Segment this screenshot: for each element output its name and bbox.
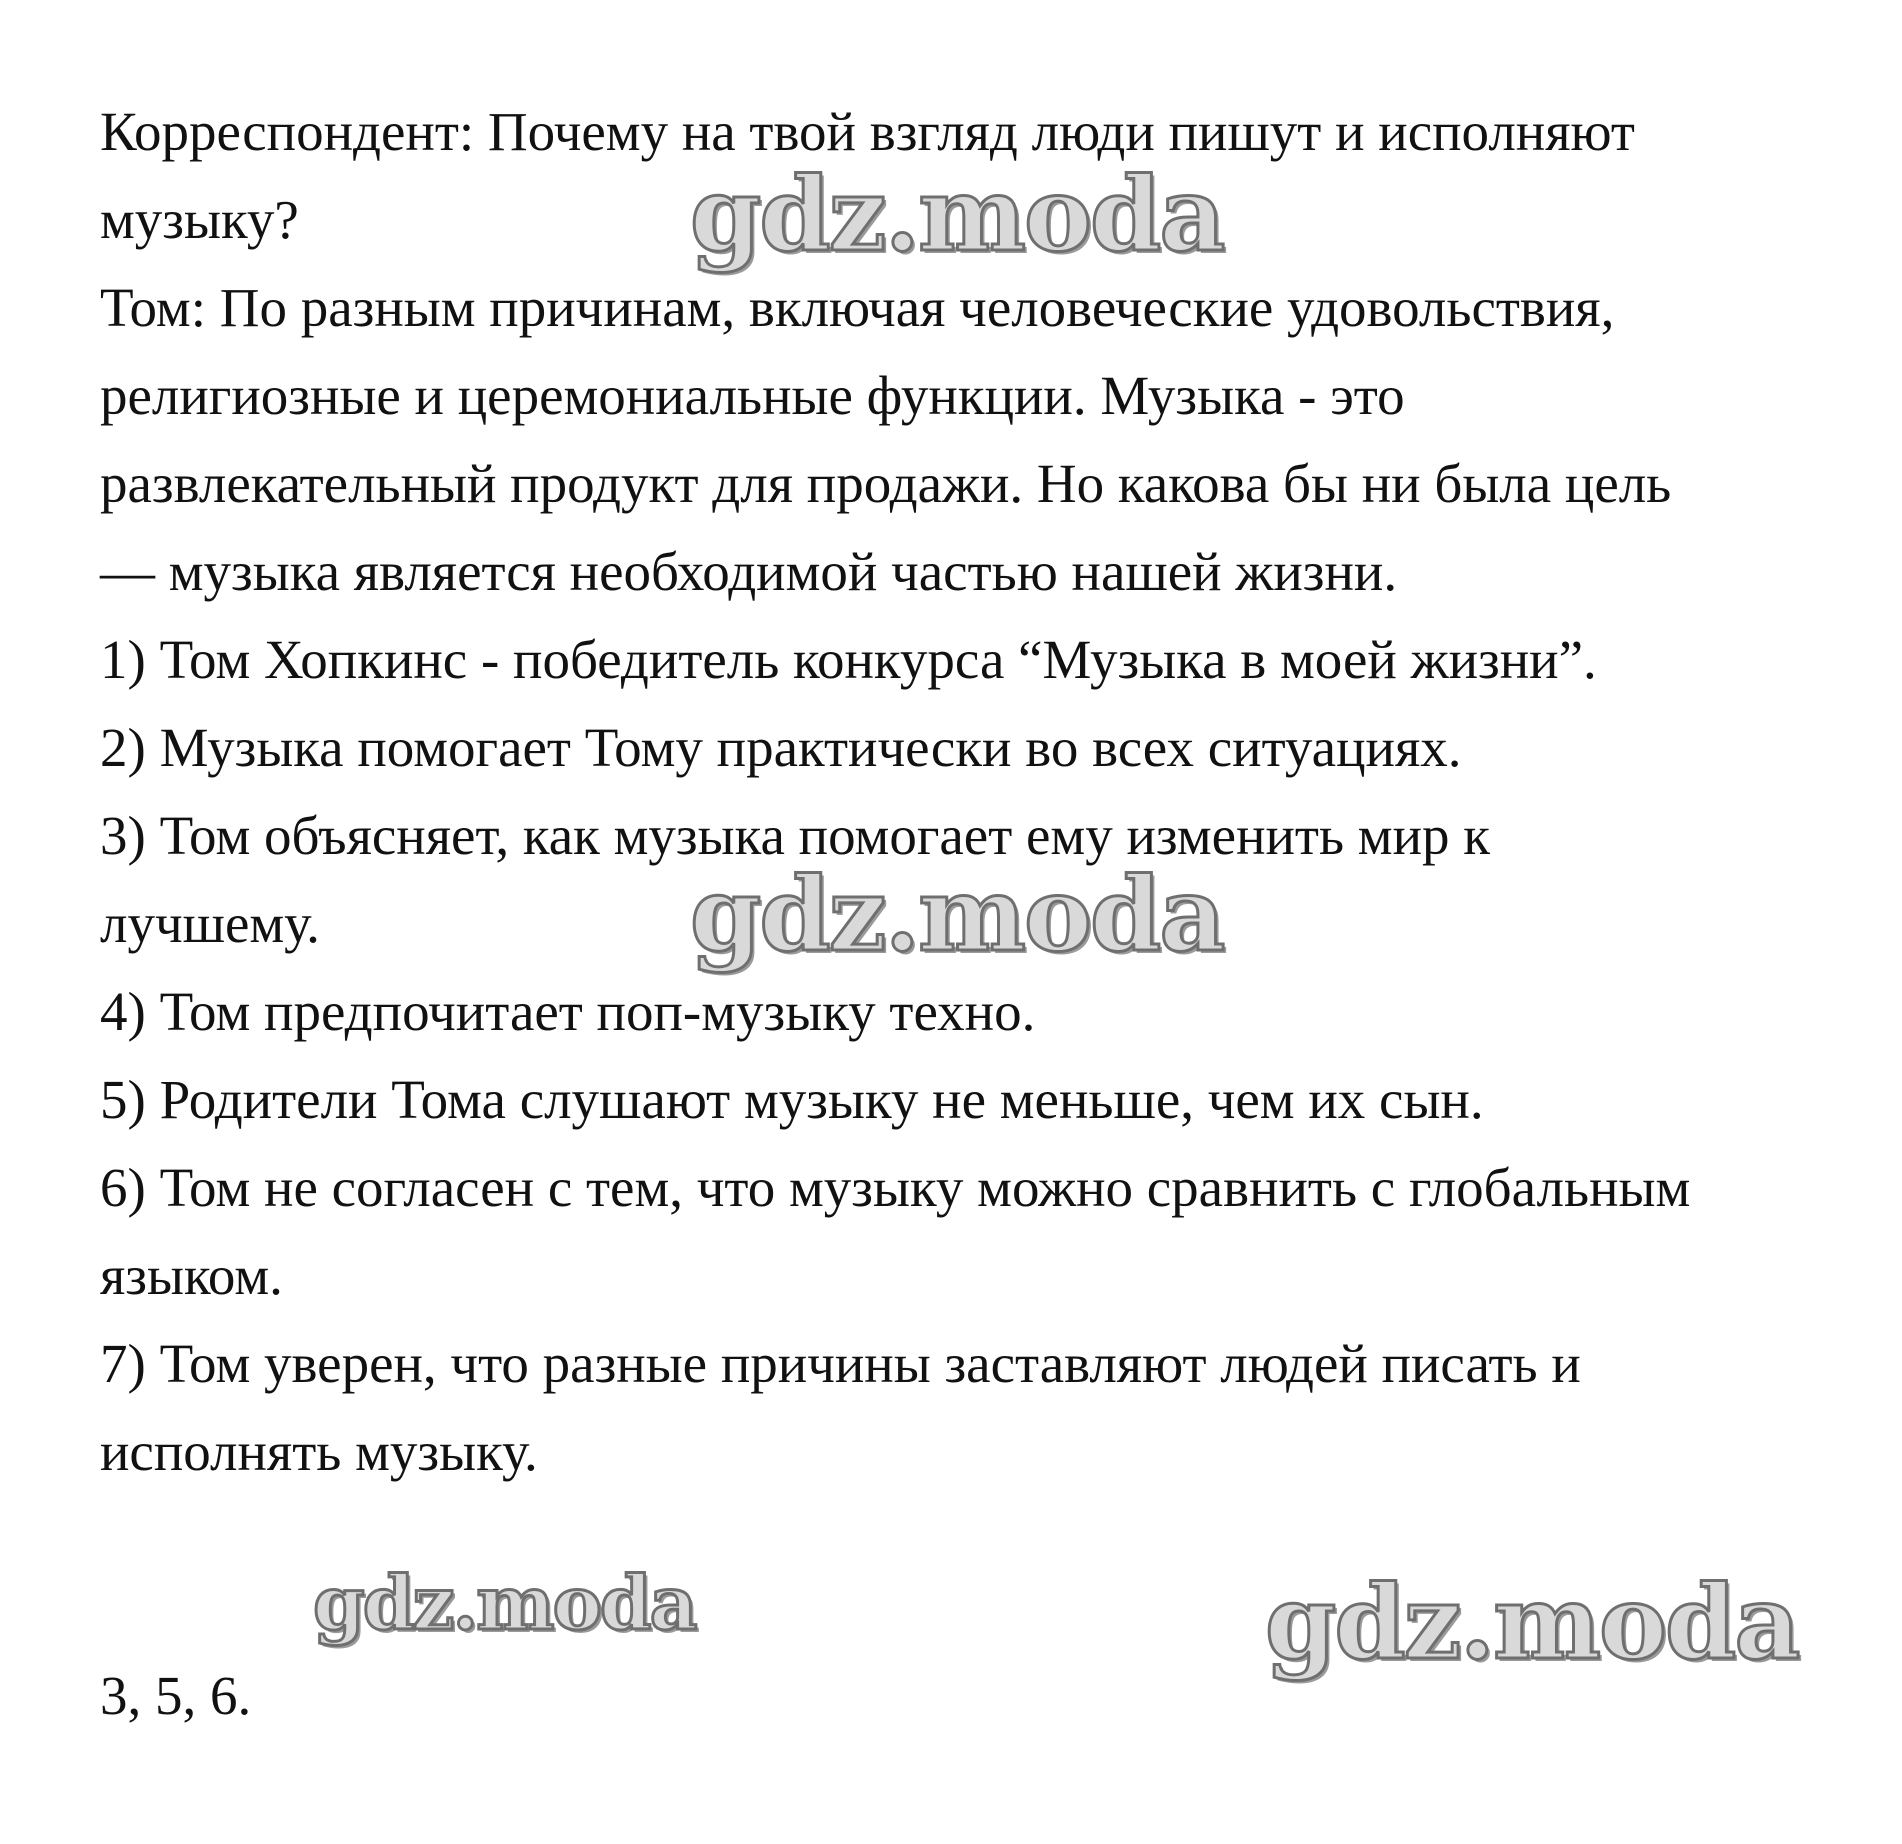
statement-6-continued: языком.: [100, 1245, 283, 1306]
watermark-logo: gdz.moda: [690, 855, 1224, 975]
watermark-logo: gdz.moda: [313, 1561, 696, 1647]
watermark-logo: gdz.moda: [690, 155, 1224, 275]
statement-1: 1) Том Хопкинс - победитель конкурса “Музыка в моей жизни”.: [100, 629, 1597, 690]
statement-2: 2) Музыка помогает Тому практически во всех ситуациях.: [100, 717, 1462, 778]
text-line: Корреспондент: Почему на твой взгляд люди пишут и исполняют: [100, 101, 1635, 162]
statement-7-continued: исполнять музыку.: [100, 1421, 538, 1482]
statement-4: 4) Том предпочитает поп-музыку техно.: [100, 981, 1036, 1042]
text-line: религиозные и церемониальные функции. Музыка - это: [100, 365, 1405, 426]
statement-6: 6) Том не согласен с тем, что музыку можно сравнить с глобальным: [100, 1157, 1691, 1218]
text-line: музыку?: [100, 189, 299, 250]
watermark-logo: gdz.moda: [1265, 1563, 1799, 1683]
statement-5: 5) Родители Тома слушают музыку не меньше, чем их сын.: [100, 1069, 1484, 1130]
statement-7: 7) Том уверен, что разные причины заставляют людей писать и: [100, 1333, 1581, 1394]
statement-3-continued: лучшему.: [100, 893, 320, 954]
text-line: — музыка является необходимой частью нашей жизни.: [100, 541, 1398, 602]
text-line: развлекательный продукт для продажи. Но какова бы ни была цель: [100, 453, 1672, 514]
answer-text: 3, 5, 6.: [100, 1665, 252, 1726]
document-body: [100, 88, 1860, 1496]
statement-3: 3) Том объясняет, как музыка помогает ему изменить мир к: [100, 805, 1491, 866]
text-line: Том: По разным причинам, включая человеческие удовольствия,: [100, 277, 1615, 338]
